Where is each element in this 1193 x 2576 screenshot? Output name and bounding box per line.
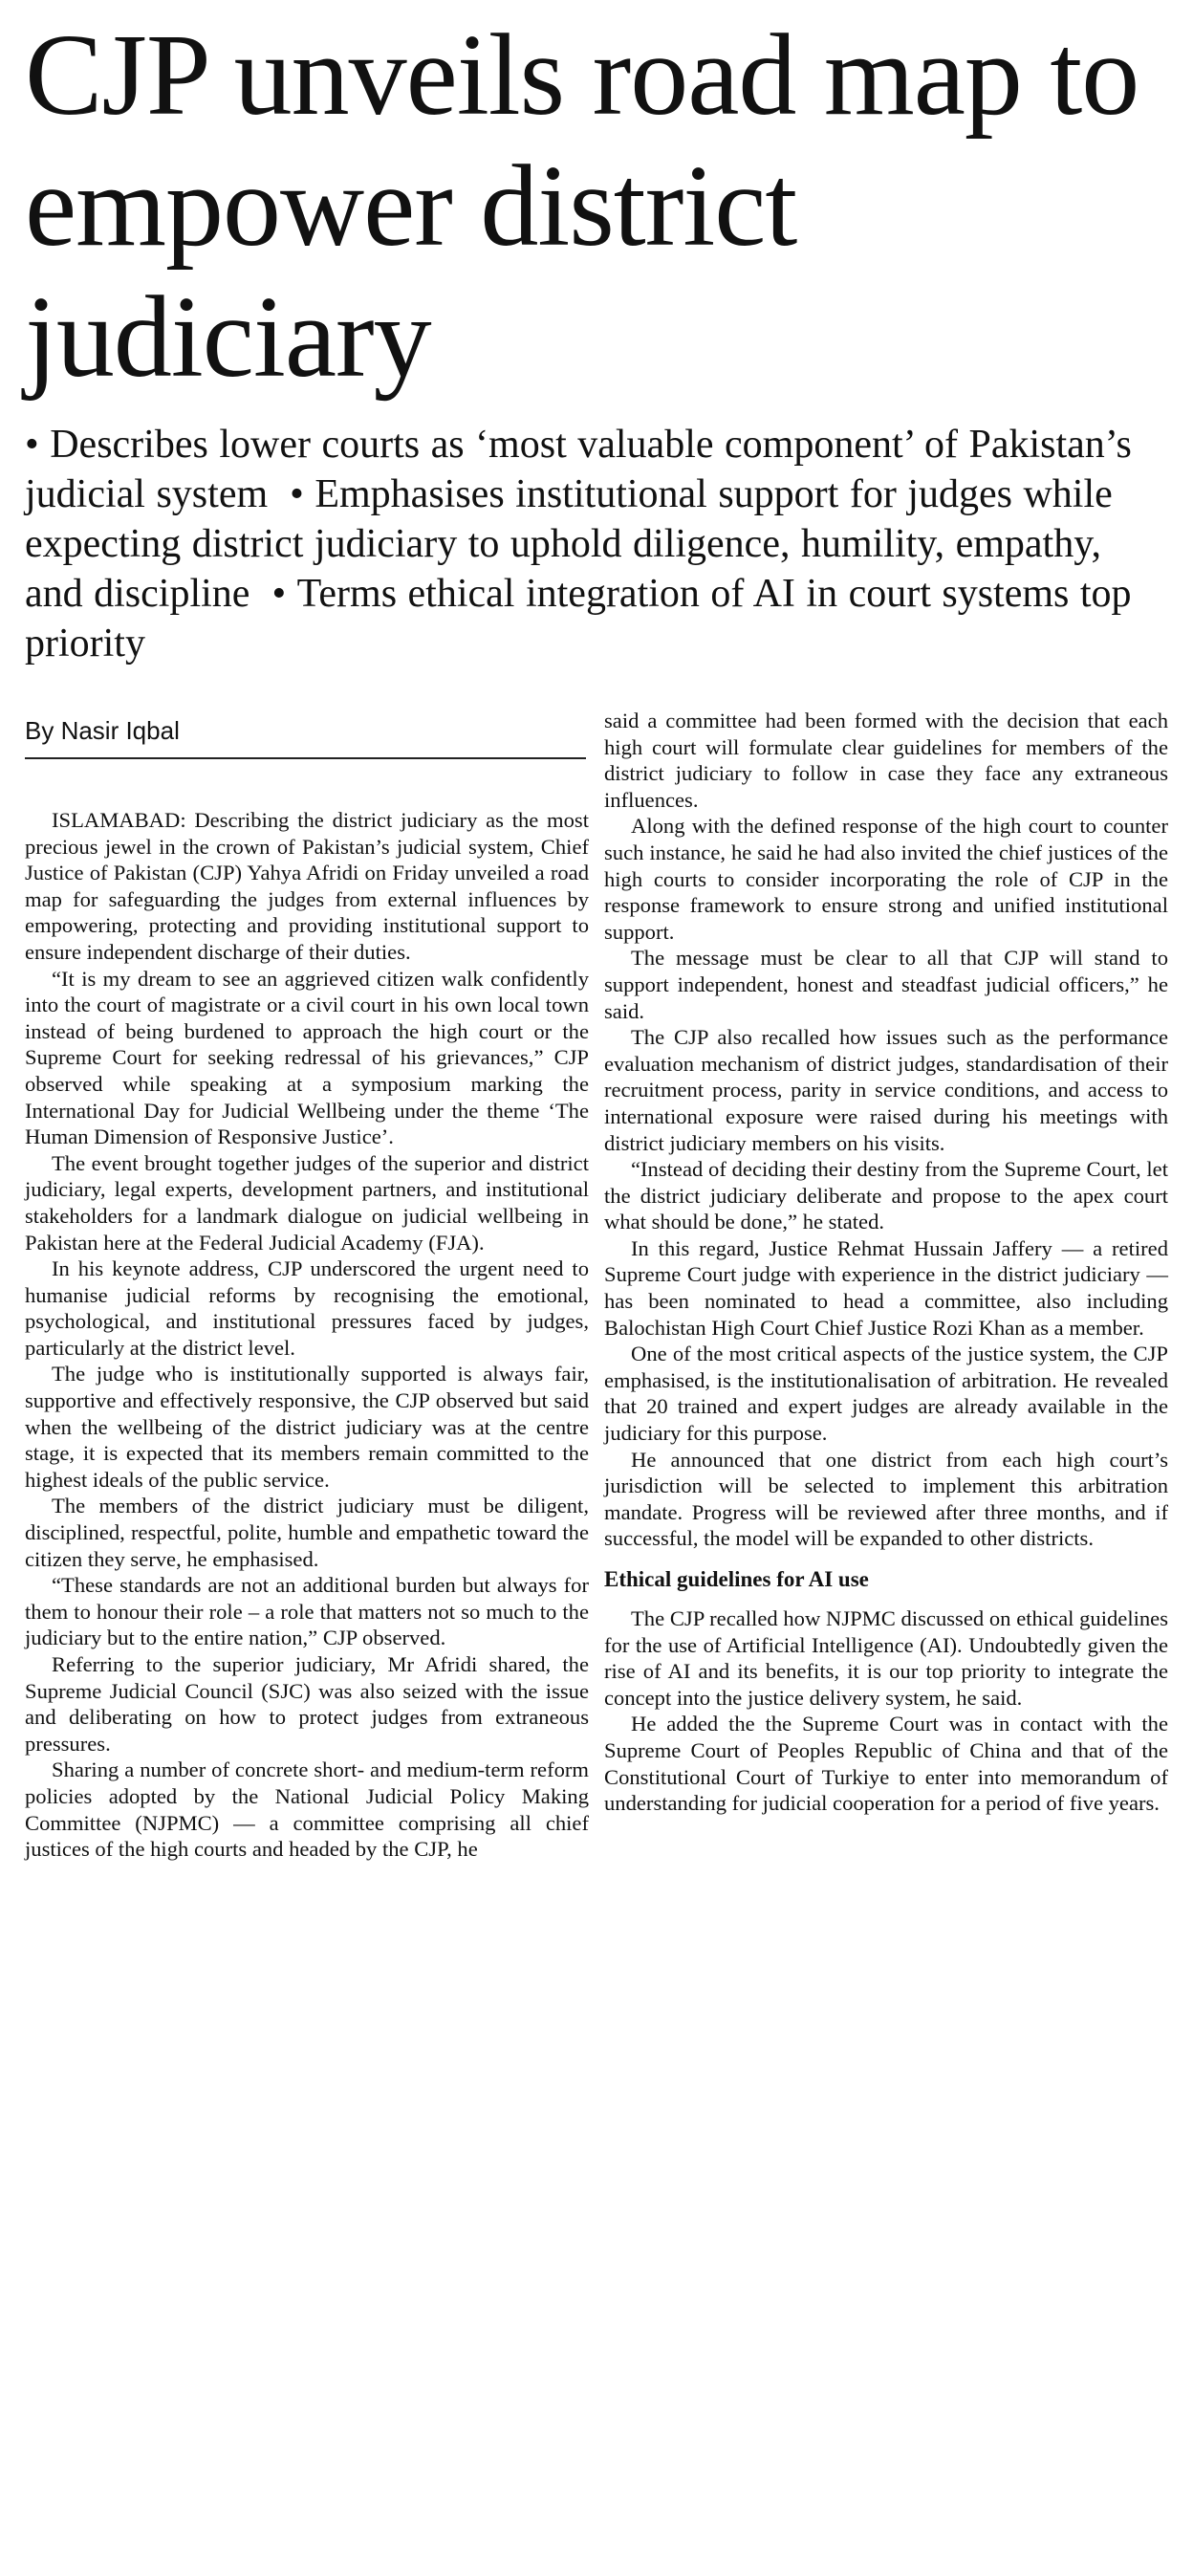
deck [25, 420, 1168, 668]
deck-point: • Emphasises institutional support for judges while expecting district judiciary to uphold diligence, humility, empathy, and discipline [25, 472, 1113, 616]
paragraph: Referring to the superior judiciary, Mr Afridi shared, the Supreme Judicial Council (SJC) was also seized with the issue and deliberating on how to protect judges from extraneous pressures. [25, 1652, 589, 1756]
paragraph: “These standards are not an additional burden but always for them to honour their role – a role that matters not so much to the judiciary but to the entire nation,” CJP observed. [25, 1573, 589, 1650]
paragraph: The event brought together judges of the superior and district judiciary, legal experts, development partners, and institutional stakeholders for a landmark dialogue on judicial wellbeing in Pakistan here at the Federal Judicial Academy (FJA). [25, 1150, 589, 1255]
subheading: Ethical guidelines for AI use [604, 1567, 869, 1591]
paragraph: He added the the Supreme Court was in contact with the Supreme Court of Peoples Republic of China and that of the Constitutional Court of Turkiye to enter into memorandum of understanding for judicial cooperation for a period of five years. [604, 1712, 1168, 1816]
paragraph: In his keynote address, CJP underscored the urgent need to humanise judicial reforms by recognising the emotional, psychological, and institutional pressures faced by judges, particularly at the district level. [25, 1256, 589, 1360]
article-body [25, 708, 1168, 2572]
paragraph: “Instead of deciding their destiny from the Supreme Court, let the district judiciary deliberate and propose to the apex court what should be done,” he stated. [604, 1157, 1168, 1234]
deck-point: • Terms ethical integration of AI in court systems top priority [25, 572, 1132, 666]
paragraph: ISLAMABAD: Describing the district judiciary as the most precious jewel in the crown of Pakistan’s judicial system, Chief Justice of Pakistan (CJP) Yahya Afridi on Friday unveiled a road map for safeguarding the judges from external influences by empowering, protecting and providing institutional support to ensure independent discharge of their duties. [25, 808, 589, 964]
paragraph: Along with the defined response of the high court to counter such instance, he said he had also invited the chief justices of the high courts to consider incorporating the role of CJP in the response framework to ensure strong and unified institutional support. [604, 814, 1168, 944]
paragraph: said a committee had been formed with the decision that each high court will formulate clear guidelines for members of the district judiciary to follow in case they face any extraneous influences. [604, 709, 1168, 812]
paragraph: The CJP also recalled how issues such as the performance evaluation mechanism of district judges, standardisation of their recruitment process, parity in service conditions, and access to international exposure were raised during his meetings with district judiciary members on his visits. [604, 1025, 1168, 1155]
headline: CJP unveils road map to empower district judiciary [25, 11, 1139, 402]
paragraph: Sharing a number of concrete short- and medium-term reform policies adopted by the National Judicial Policy Making Committee (NJPMC) — a committee comprising all chief justices of the high courts and headed by the CJP, he [25, 1757, 589, 1862]
paragraph: The CJP recalled how NJPMC discussed on ethical guidelines for the use of Artificial Intelligence (AI). Undoubtedly given the rise of AI and its benefits, it is our top priority to integrate the concept into the justice delivery system, he said. [604, 1606, 1168, 1710]
paragraph: The members of the district judiciary must be diligent, disciplined, respectful, polite, humble and empathetic toward the citizen they serve, he emphasised. [25, 1494, 589, 1571]
paragraph: “It is my dream to see an aggrieved citizen walk confidently into the court of magistrate or a civil court in his own local town instead of being burdened to approach the high court or the Supreme Court for seeking redressal of his grievances,” CJP observed while speaking at a symposium marking the International Day for Judicial Wellbeing under the theme ‘The Human Dimension of Responsive Justice’. [25, 966, 589, 1149]
column-right [604, 708, 1168, 1817]
paragraph: One of the most critical aspects of the justice system, the CJP emphasised, is the institutionalisation of arbitration. He revealed that 20 trained and expert judges are already available in the judiciary for this purpose. [604, 1342, 1168, 1446]
paragraph: In this regard, Justice Rehmat Hussain Jaffery — a retired Supreme Court judge with experience in the district judiciary — has been nominated to head a committee, also including Balochistan High Court Chief Justice Rozi Khan as a member. [604, 1235, 1168, 1340]
paragraph: He announced that one district from each high court’s jurisdiction will be selected to implement this arbitration mandate. Progress will be reviewed after three months, and if successful, the model will be expanded to other districts. [604, 1447, 1168, 1551]
news-clipping [25, 0, 1168, 2576]
column-left [25, 708, 589, 1863]
deck-point: • Describes lower courts as ‘most valuable component’ of Pakistan’s judicial system [25, 423, 1132, 516]
byline: By Nasir Iqbal [25, 708, 586, 759]
paragraph: The judge who is institutionally supported is always fair, supportive and effectively responsive, the CJP observed but said when the wellbeing of the district judiciary was at the centre stage, it is expected that its members remain committed to the highest ideals of the public service. [25, 1362, 589, 1492]
paragraph: The message must be clear to all that CJP will stand to support independent, honest and steadfast judicial officers,” he said. [604, 946, 1168, 1023]
